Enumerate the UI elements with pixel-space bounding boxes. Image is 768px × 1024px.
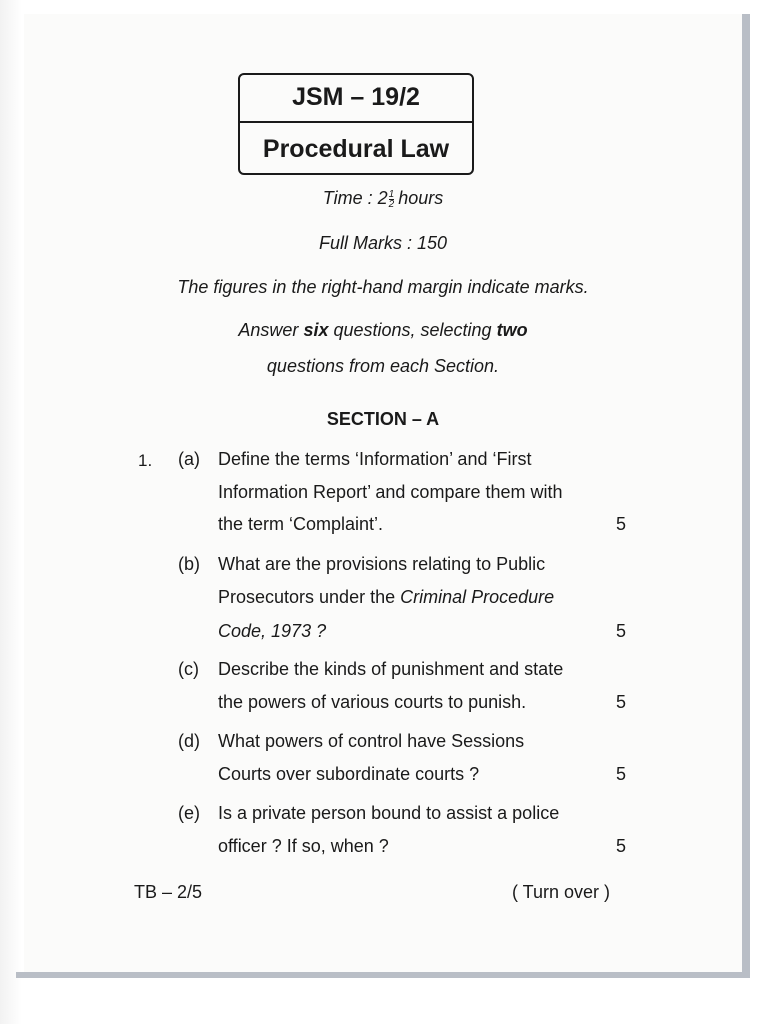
section-heading: SECTION – A [326, 409, 440, 429]
question-number: 1. [138, 451, 153, 470]
part-b-marks: 5 [615, 621, 626, 641]
time-label: Time : 2 [322, 188, 388, 208]
part-c-label: (c) [178, 659, 199, 679]
part-a-line-2: Information Report’ and compare them with [218, 482, 563, 502]
margin-note: The figures in the right-hand margin indicate marks. [177, 277, 589, 297]
part-b-line-3: Code, 1973 ? [218, 621, 327, 641]
part-d-line-1: What powers of control have Sessions [218, 731, 525, 751]
time-fraction [389, 190, 395, 209]
part-e-line-2: officer ? If so, when ? [218, 836, 389, 856]
part-a-marks: 5 [615, 514, 626, 534]
full-marks: Full Marks : 150 [318, 233, 448, 253]
paper-subject: Procedural Law [262, 135, 450, 163]
paper-code: JSM – 19/2 [292, 83, 420, 111]
part-d-marks: 5 [615, 764, 626, 784]
instruction-line-2: questions from each Section. [266, 356, 500, 376]
time-fraction-denominator: 2 [388, 198, 395, 210]
time-unit: hours [398, 188, 444, 208]
exam-time [24, 188, 742, 209]
part-b-italic-act: Criminal Procedure [400, 587, 555, 607]
part-c-line-2: the powers of various courts to punish. [218, 692, 527, 712]
part-c-line-1: Describe the kinds of punishment and state [218, 659, 564, 679]
part-d-line-2: Courts over subordinate courts ? [218, 764, 480, 784]
part-b-line-2-text: Prosecutors under the [218, 587, 401, 607]
part-e-marks: 5 [615, 836, 626, 856]
part-e-line-1: Is a private person bound to assist a police [218, 803, 560, 823]
part-b-label: (b) [178, 554, 200, 574]
instruction-bold-six: six [303, 320, 329, 340]
instruction-mid: questions, selecting [328, 320, 497, 340]
instruction-line-1 [24, 320, 742, 341]
part-d-label: (d) [178, 731, 200, 751]
part-a-line-3: the term ‘Complaint’. [218, 514, 384, 534]
footer-page-code: TB – 2/5 [134, 882, 203, 902]
footer-turn-over: ( Turn over ) [512, 882, 611, 902]
part-b-line-1: What are the provisions relating to Public [218, 554, 546, 574]
time-fraction-numerator: 1 [388, 188, 395, 200]
scan-edge-right [742, 14, 750, 974]
part-a-line-1: Define the terms ‘Information’ and ‘First [218, 449, 532, 469]
part-b-line-2 [218, 587, 554, 608]
instruction-pre: Answer [238, 320, 304, 340]
instruction-bold-two: two [496, 320, 528, 340]
scan-edge-left [0, 0, 22, 1024]
part-a-label: (a) [178, 449, 200, 469]
scan-edge-bottom [16, 972, 750, 978]
part-c-marks: 5 [615, 692, 626, 712]
header-divider [240, 121, 472, 123]
part-e-label: (e) [178, 803, 200, 823]
paper-code-box [238, 73, 474, 175]
